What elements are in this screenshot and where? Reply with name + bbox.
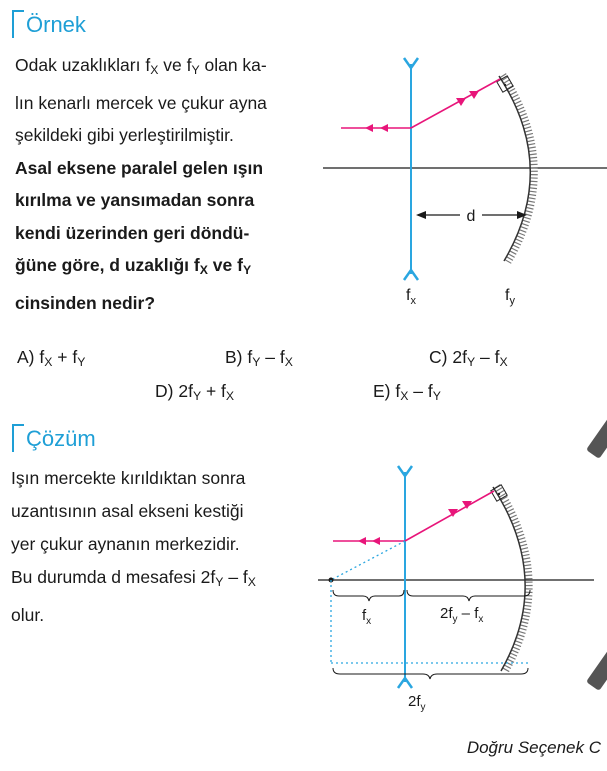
ray-arrows — [358, 501, 472, 545]
example-figure — [0, 0, 607, 330]
brace-2fy-fx — [407, 590, 530, 601]
d-label: d — [466, 208, 476, 225]
fx-label: $f_x$ — [362, 607, 372, 627]
option-d[interactable]: D) $2f_Y + f_X$ — [155, 381, 235, 404]
answer-text: Doğru Seçenek C — [466, 738, 601, 757]
option-e[interactable]: E) $f_X - f_Y$ — [373, 381, 441, 404]
option-b[interactable]: B) $f_Y - f_X$ — [225, 347, 293, 370]
fx-label: $f_x$ — [406, 287, 416, 307]
diverging-lens — [398, 466, 412, 688]
segment-label: $2f_y - f_x$ — [440, 605, 484, 625]
example-line: şekildeki gibi yerleştirilmiştir. — [15, 125, 234, 146]
solution-line: yer çukur aynanın merkezidir. — [11, 534, 240, 554]
solution-figure — [0, 430, 607, 720]
question-line: ğüne göre, d uzaklığı $f_X$ ve $f_Y$ — [15, 255, 252, 278]
solution-line: Işın mercekte kırıldıktan sonra — [11, 468, 246, 488]
example-line: Odak uzaklıkları $f_X$ ve $f_Y$ olan ka- — [15, 55, 267, 78]
solution-line: Bu durumda d mesafesi $2f_Y - f_X$ — [11, 567, 256, 590]
fy-label: $f_y$ — [505, 287, 515, 307]
brace-total — [333, 668, 528, 679]
question-line: kendi üzerinden geri döndü- — [15, 222, 250, 243]
example-heading: Örnek — [26, 12, 86, 37]
question-line: kırılma ve yansımadan sonra — [15, 190, 255, 211]
solution-line: uzantısının asal ekseni kestiği — [11, 501, 244, 521]
light-ray — [333, 491, 494, 541]
question-line: Asal eksene paralel gelen ışın — [15, 157, 264, 178]
option-a[interactable]: A) $f_X + f_Y$ — [17, 347, 86, 370]
diverging-lens — [404, 58, 418, 280]
example-line: lın kenarlı mercek ve çukur ayna — [15, 92, 267, 113]
option-c[interactable]: C) $2f_Y - f_X$ — [429, 347, 508, 370]
question-line: cinsinden nedir? — [15, 292, 156, 313]
solution-heading: Çözüm — [26, 426, 96, 451]
ray-extension — [331, 541, 405, 580]
light-ray — [341, 79, 500, 128]
brace-fx — [333, 590, 404, 601]
ray-arrows — [365, 91, 479, 132]
solution-line: olur. — [11, 605, 45, 626]
total-label: $2f_y$ — [408, 693, 426, 713]
